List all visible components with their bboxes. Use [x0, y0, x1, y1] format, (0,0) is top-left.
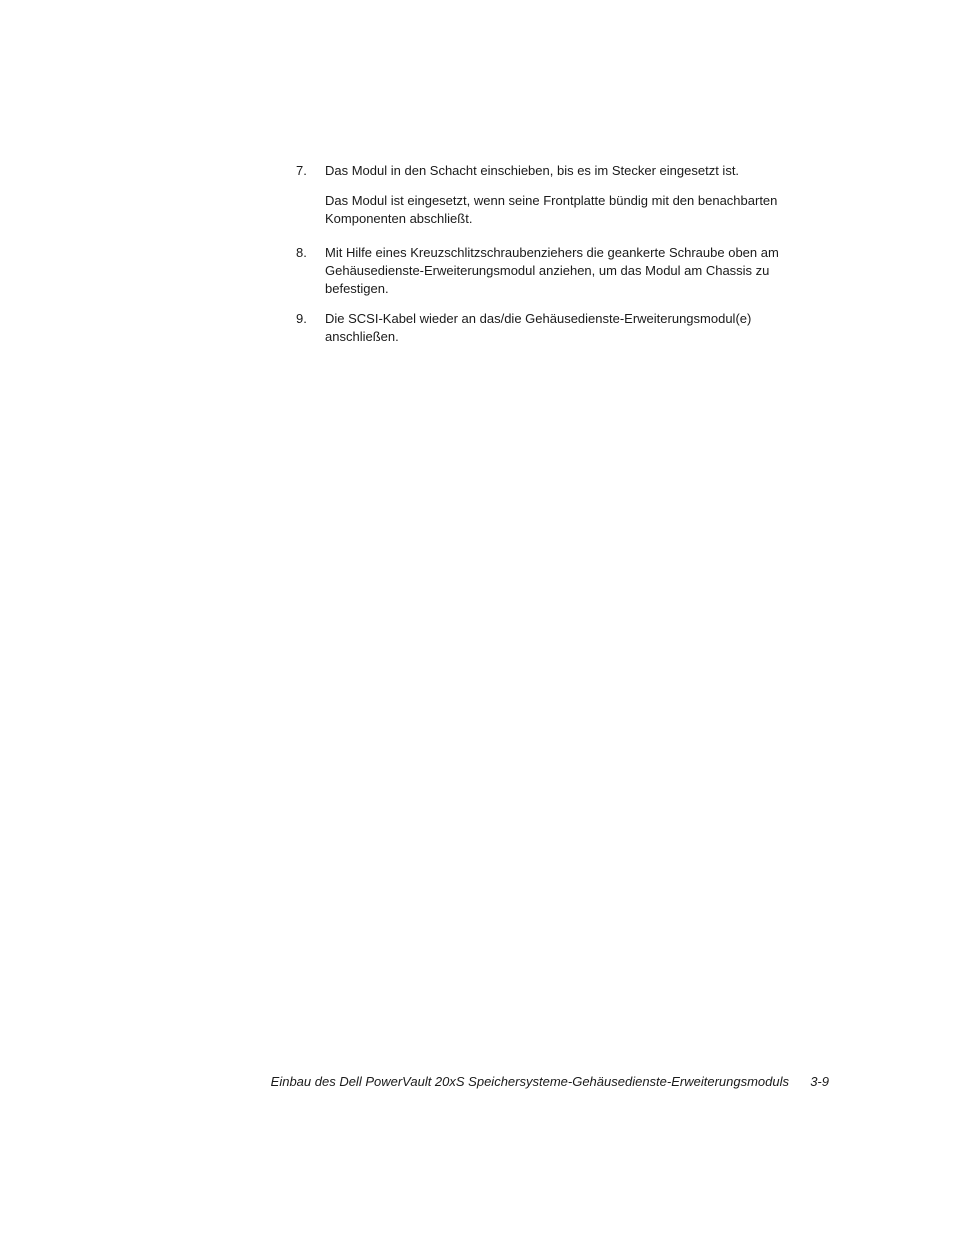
footer-title: Einbau des Dell PowerVault 20xS Speichersysteme-Gehäusedienste-Erweiterungsmoduls: [270, 1074, 789, 1089]
step-text: Die SCSI-Kabel wieder an das/die Gehäusedienste-Erweiterungsmodul(e) anschließen.: [325, 311, 752, 344]
step-number: 8.: [296, 245, 307, 260]
step-9: [296, 310, 826, 346]
step-7: [296, 162, 826, 228]
step-number: 9.: [296, 311, 307, 326]
step-8: [296, 244, 826, 298]
step-number: 7.: [296, 163, 307, 178]
page-number: 3-9: [810, 1074, 829, 1089]
step-note: Das Modul ist eingesetzt, wenn seine Frontplatte bündig mit den benachbarten Komponenten abschließt.: [325, 193, 778, 226]
step-text: Das Modul in den Schacht einschieben, bis es im Stecker eingesetzt ist.: [325, 163, 740, 178]
step-text: Mit Hilfe eines Kreuzschlitzschraubenziehers die geankerte Schraube oben am Gehäusedienste-Erweiterungsmodul anziehen, um das Modul am Chassis zu befestigen.: [325, 245, 779, 296]
instruction-steps: [296, 162, 826, 346]
